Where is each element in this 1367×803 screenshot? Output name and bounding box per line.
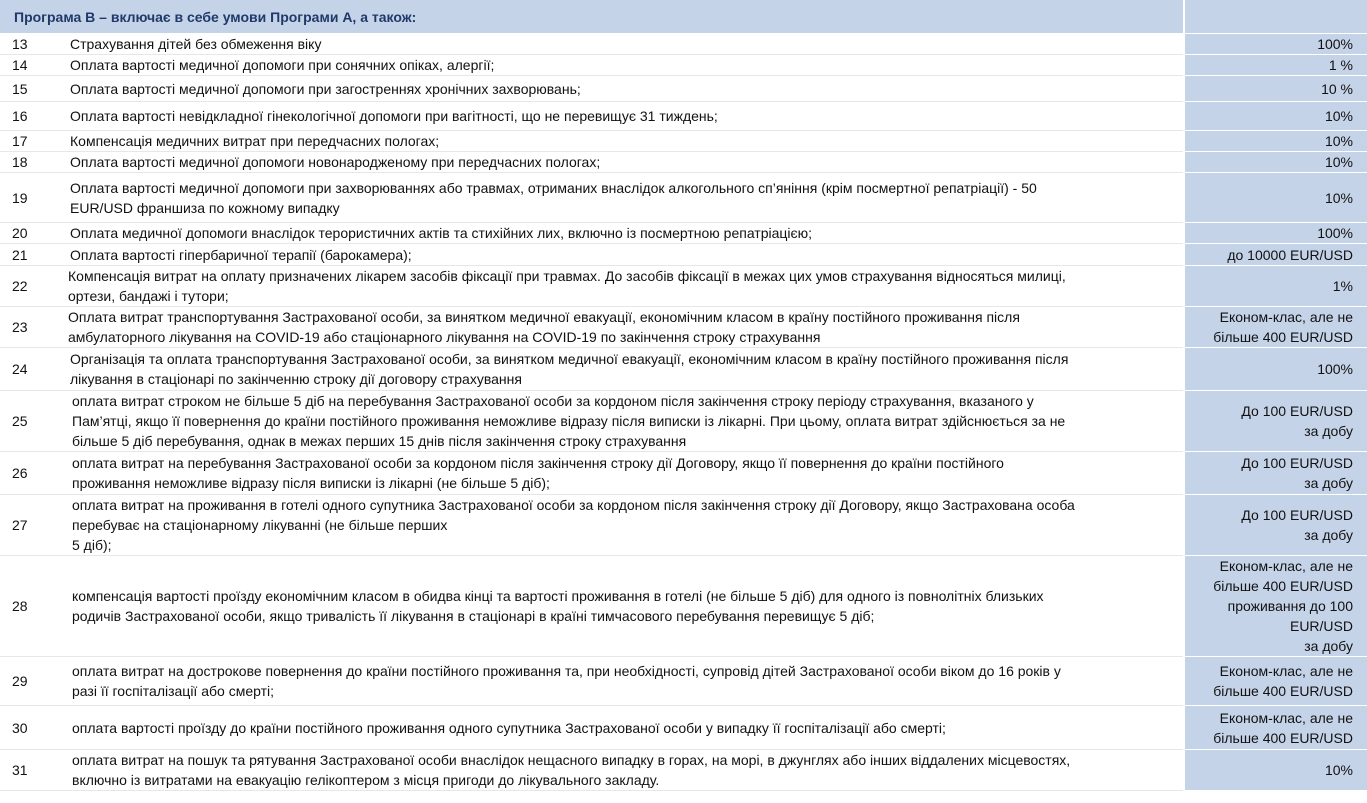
table-row — [0, 657, 1367, 706]
row-value: Економ-клас, але не більше 400 EUR/USD — [1184, 307, 1367, 348]
table-header-row — [0, 0, 1367, 34]
table-row — [0, 495, 1367, 556]
row-number: 25 — [0, 391, 58, 452]
row-number: 17 — [0, 131, 58, 152]
row-number: 28 — [0, 556, 58, 657]
row-description — [58, 750, 1184, 791]
table-row — [0, 391, 1367, 452]
row-description — [58, 152, 1184, 173]
row-description — [58, 307, 1184, 348]
row-description-text: Оплата вартості невідкладної гінекологічної допомоги при вагітності, що не перевищує 31 тиждень; — [70, 108, 718, 124]
row-value: 10% — [1184, 173, 1367, 223]
row-description — [58, 223, 1184, 244]
table-row — [0, 131, 1367, 152]
table-row — [0, 556, 1367, 657]
program-b-title: Програма B – включає в себе умови Програми А, а також: — [0, 0, 1184, 34]
row-number: 15 — [0, 76, 58, 102]
row-description — [58, 657, 1184, 706]
row-value: Економ-клас, але не більше 400 EUR/USD — [1184, 657, 1367, 706]
row-number: 23 — [0, 307, 58, 348]
table-row — [0, 152, 1367, 173]
row-description — [58, 706, 1184, 750]
row-value: До 100 EUR/USD за добу — [1184, 452, 1367, 495]
row-description-text: оплата витрат на проживання в готелі одного супутника Застрахованої особи за кордоном після закінчення строку дії Договору, якщо Застрахована особа перебуває на стаціонарному лікуванні (не більше перших 5 діб); — [72, 497, 1075, 553]
row-description — [58, 495, 1184, 556]
row-description — [58, 244, 1184, 266]
table-row — [0, 750, 1367, 791]
table-row — [0, 244, 1367, 266]
row-description — [58, 266, 1184, 307]
row-value: 1% — [1184, 266, 1367, 307]
row-description-text: оплата витрат на дострокове повернення до країни постійного проживання та, при необхідності, супровід дітей Застрахованої особи віком до 16 років у разі її госпіталізації або смерті; — [72, 663, 1061, 699]
row-number: 24 — [0, 348, 58, 391]
table-row — [0, 173, 1367, 223]
row-number: 20 — [0, 223, 58, 244]
row-description — [58, 452, 1184, 495]
row-description — [58, 391, 1184, 452]
row-value: до 10000 EUR/USD — [1184, 244, 1367, 266]
row-description-text: компенсація вартості проїзду економічним класом в обидва кінці та вартості проживання в готелі (не більше 5 діб) для одного із повнолітніх близьких родичів Застрахованої особи, якщо тривалість її лікування в стаціонарі в країні тимчасового перебування перевищує 5 діб; — [72, 588, 1044, 624]
row-value: 1 % — [1184, 55, 1367, 76]
row-number: 18 — [0, 152, 58, 173]
row-number: 27 — [0, 495, 58, 556]
row-value: 10 % — [1184, 76, 1367, 102]
row-description-text: оплата витрат на пошук та рятування Застрахованої особи внаслідок нещасного випадку в горах, на морі, в джунглях або інших віддалених місцевостях, включно із витратами на евакуацію гелікоптером з місця пригоди до лікувального закладу. — [72, 752, 1071, 788]
row-number: 14 — [0, 55, 58, 76]
row-number: 21 — [0, 244, 58, 266]
row-description-text: Компенсація медичних витрат при передчасних пологах; — [70, 133, 440, 149]
row-description-text: Оплата вартості медичної допомоги при загостреннях хронічних захворювань; — [70, 80, 581, 97]
row-description-text: Компенсація витрат на оплату призначених лікарем засобів фіксації при травмах. До засобів фіксації в межах цих умов страхування відносяться милиці, ортези, бандажі і тутори; — [68, 268, 1066, 304]
row-description-text: оплата витрат на перебування Застрахованої особи за кордоном після закінчення строку дії Договору, якщо її повернення до країни постійного проживання неможливе відразу після виписки із лікарні (не більше 5 діб); — [72, 455, 1004, 491]
table-row — [0, 452, 1367, 495]
table-row — [0, 102, 1367, 131]
row-value: 10% — [1184, 152, 1367, 173]
row-value: До 100 EUR/USD за добу — [1184, 391, 1367, 452]
row-description-text: Оплата вартості медичної допомоги при сонячних опіках, алергії; — [70, 57, 495, 73]
row-number: 30 — [0, 706, 58, 750]
row-description — [58, 173, 1184, 223]
row-description-text: Оплата витрат транспортування Застрахованої особи, за винятком медичної евакуації, економічним класом в країну постійного проживання після амбулаторного лікування на COVID-19 або стаціонарного лікування на COVID-19 по закінчення строку страхування — [68, 309, 1020, 345]
row-description — [58, 55, 1184, 76]
row-value: До 100 EUR/USD за добу — [1184, 495, 1367, 556]
row-description-text: Оплата вартості гіпербаричної терапії (барокамера); — [70, 246, 412, 263]
row-description — [58, 76, 1184, 102]
row-description-text: оплата вартості проїзду до країни постійного проживання одного супутника Застрахованої особи у випадку її госпіталізації або смерті; — [72, 719, 946, 736]
row-number: 16 — [0, 102, 58, 131]
row-number: 13 — [0, 34, 58, 55]
row-number: 31 — [0, 750, 58, 791]
row-value: 100% — [1184, 223, 1367, 244]
row-description — [58, 556, 1184, 657]
row-description-text: Страхування дітей без обмеження віку — [70, 36, 322, 52]
table-row — [0, 266, 1367, 307]
row-description — [58, 131, 1184, 152]
table-row — [0, 348, 1367, 391]
table-row — [0, 55, 1367, 76]
row-description-text: Організація та оплата транспортування Застрахованої особи, за винятком медичної евакуації, економічним класом в країну постійного проживання після лікування в стаціонарі по закінченню строку дії договору страхування — [70, 351, 1069, 387]
table-row — [0, 223, 1367, 244]
row-description-text: Оплата вартості медичної допомоги новонародженому при передчасних пологах; — [70, 154, 601, 170]
table-row — [0, 34, 1367, 55]
table-row — [0, 706, 1367, 750]
table-row — [0, 76, 1367, 102]
row-value: Економ-клас, але не більше 400 EUR/USD — [1184, 706, 1367, 750]
row-value: 10% — [1184, 131, 1367, 152]
row-number: 26 — [0, 452, 58, 495]
row-description-text: оплата витрат строком не більше 5 діб на перебування Застрахованої особи за кордоном після закінчення строку періоду страхування, вказаного у Пам’ятці, якщо її повернення до країни постійного проживання неможливе відразу після виписки із лікарні. При цьому, оплата витрат здійснюється за не більше 5 діб перебування, однак в межах перших 15 днів після закінчення строку страхування — [72, 393, 1066, 449]
row-description — [58, 34, 1184, 55]
table-row — [0, 307, 1367, 348]
header-value-cell — [1184, 0, 1367, 34]
row-description-text: Оплата медичної допомоги внаслідок терористичних актів та стихійних лих, включно із посмертною репатріацією; — [70, 225, 813, 241]
row-number: 22 — [0, 266, 58, 307]
row-value: 10% — [1184, 750, 1367, 791]
row-number: 29 — [0, 657, 58, 706]
row-description — [58, 102, 1184, 131]
row-value: Економ-клас, але не більше 400 EUR/USD проживання до 100 EUR/USD за добу — [1184, 556, 1367, 657]
row-value: 10% — [1184, 102, 1367, 131]
row-value: 100% — [1184, 348, 1367, 391]
row-description-text: Оплата вартості медичної допомоги при захворюваннях або травмах, отриманих внаслідок алкогольного сп’яніння (крім посмертної репатріації) - 50 EUR/USD франшиза по кожному випадку — [70, 179, 1037, 216]
row-number: 19 — [0, 173, 58, 223]
row-description — [58, 348, 1184, 391]
row-value: 100% — [1184, 34, 1367, 55]
